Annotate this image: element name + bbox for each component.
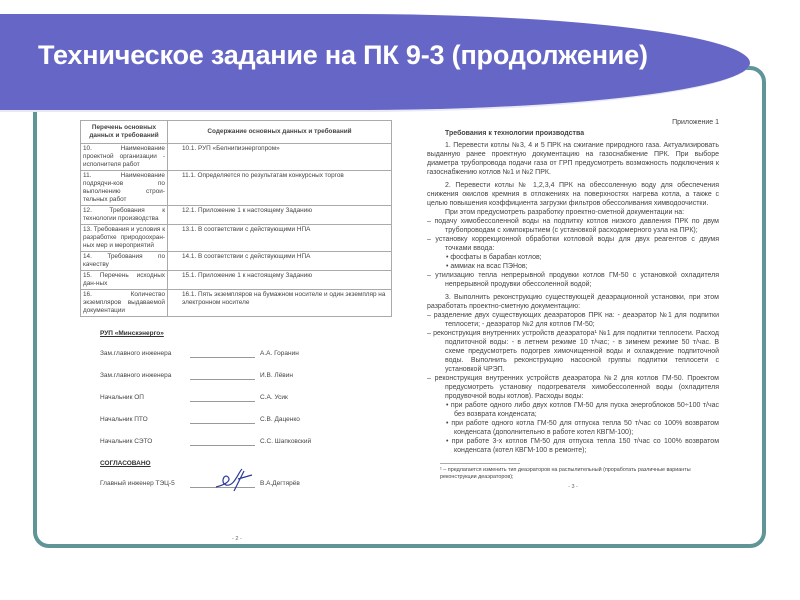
cell: 12.1. Приложение 1 к настоящему Заданию: [168, 206, 392, 225]
signature-row: [100, 371, 392, 393]
cell: 13. Требования и условия к разработке природоохран-ных мер и мероприятий: [81, 225, 168, 252]
signatory-role: Начальник СЭТО: [100, 438, 153, 445]
signature-row: [100, 415, 392, 437]
signatory-name: С.А. Усик: [260, 394, 288, 401]
left-page: [80, 120, 392, 501]
cell: 10. Наименование проектной организации - исполнителя работ: [81, 144, 168, 171]
list-item: – утилизацию тепла непрерывной продувки котлов ГМ-50 с установкой охладителя непрерывной продувки обессоленной водой;: [427, 272, 719, 288]
paragraph: 3. Выполнить реконструкцию существующей деаэрационной установки, при этом разработать проектно-сметную документацию:: [427, 294, 719, 310]
column-header: Содержание основных данных и требований: [168, 121, 392, 144]
list-item: • при работе одного котла ГМ-50 для отпуска тепла 50 т/час со 100% возвратом конденсата (дополнительно в работе котел КВГМ-100);: [446, 420, 719, 436]
table-header: [81, 121, 392, 144]
signatory-name: С.В. Даценко: [260, 416, 300, 423]
table-row: [81, 271, 392, 290]
paragraph: При этом предусмотреть разработку проектно-сметной документации на:: [445, 209, 685, 216]
page-number-left: - 2 -: [232, 536, 242, 542]
list-item: • аммиак на всас ПЭНов;: [446, 263, 528, 270]
cell: 11. Наименование подрядчи-ков по выполнению строи-тельных работ: [81, 171, 168, 206]
list-item: • при работе одного либо двух котлов ГМ-50 для пуска энергоблоков 50÷100 т/час без возврата конденсата;: [446, 402, 719, 418]
signature-line: [190, 401, 255, 402]
table-row: [81, 206, 392, 225]
table-row: [81, 144, 392, 171]
table-row: [81, 290, 392, 317]
signatory-name: С.С. Шапковский: [260, 438, 312, 445]
signature-line: [190, 379, 255, 380]
signature-row: [100, 349, 392, 371]
cell: 16. Количество экземпляров выдаваемой документации: [81, 290, 168, 317]
signatory-role: Зам.главного инженера: [100, 350, 172, 357]
signatory-role: Зам.главного инженера: [100, 372, 172, 379]
list-item: • фосфаты в барабан котлов;: [446, 254, 542, 261]
cell: 10.1. РУП «Белнипиэнергопром»: [168, 144, 392, 171]
list-item: – установку коррекционной обработки котловой воды для двух реагентов с двумя точками ввода:: [427, 236, 719, 252]
appendix-label: Приложение 1: [672, 119, 719, 126]
table-row: [81, 225, 392, 252]
signature-line: [190, 357, 255, 358]
page-number-right: - 3 -: [568, 484, 578, 490]
signature-row: [100, 437, 392, 459]
column-header: Перечень основных данных и требований: [81, 121, 168, 144]
list-item: – реконструкция внутренних устройств деаэратора №2 для котлов ГМ-50. Проектом предусмотреть установку подогревателя химобессоленной воды (охладителя продувочной воды котлов). Расходы воды:: [427, 375, 719, 400]
footnote-divider: [440, 463, 520, 464]
handwritten-signature-icon: [212, 467, 257, 493]
table-row: [81, 171, 392, 206]
signature-row: [100, 393, 392, 415]
cell: 15.1. Приложение 1 к настоящему Заданию: [168, 271, 392, 290]
cell: 15. Перечень исходных дан-ных: [81, 271, 168, 290]
appendix-page: [427, 118, 719, 492]
cell: 16.1. Пять экземпляров на бумажном носителе и один экземпляр на электронном носителе: [168, 290, 392, 317]
cell: 14.1. В соответствии с действующими НПА: [168, 252, 392, 271]
agreed-heading: СОГЛАСОВАНО: [100, 460, 151, 467]
signatory-role: Начальник ПТО: [100, 416, 148, 423]
cell: 11.1. Определяется по результатам конкурсных торгов: [168, 171, 392, 206]
signature-line: [190, 423, 255, 424]
signature-row: [100, 479, 392, 501]
cell: 12. Требования к технологии производства: [81, 206, 168, 225]
signatory-role: Начальник ОП: [100, 394, 144, 401]
list-item: • при работе 3-х котлов ГМ-50 для отпуска тепла 150 т/час со 100% возвратом конденсата (котел КВГМ-100 в ремонте);: [446, 438, 719, 454]
cell: 14. Требования по качеству: [81, 252, 168, 271]
paragraph: 1. Перевести котлы №3, 4 и 5 ПРК на сжигание природного газа. Актуализировать выданную ранее проектную документацию на газоснабжение ПРК. При выборе диаметра трубопровода подачи газа от ГРП предусмотреть возможность подключения к газоснабжению котлов №1 и №2 ПРК.: [427, 142, 719, 176]
table-row: [81, 252, 392, 271]
signatory-role: Главный инженер ТЭЦ-5: [100, 480, 175, 487]
org-heading: РУП «Минскэнерго»: [100, 330, 164, 337]
signatory-name: И.В. Лёвин: [260, 372, 293, 379]
requirements-table: [80, 120, 392, 317]
signatory-name: В.А.Дегтярёв: [260, 480, 300, 487]
slide-title: Техническое задание на ПК 9-3 (продолжение): [38, 40, 648, 70]
signature-block: [80, 329, 392, 501]
signatory-name: А.А. Горанин: [260, 350, 299, 357]
appendix-heading: Требования к технологии производства: [445, 130, 585, 137]
list-item: – реконструкция внутренних устройств деаэратора¹ №1 для подпитки теплосети. Расход подпиточной воды: - в летнем режиме 10 т/час; - в зимнем режиме 50 т/час. В схеме предусмотреть подогрев химочищенной воды и охлаждение подпиточной воды. Выполнить реконструкцию насосной группы подпитки теплосети с установкой ЧРЭП.: [427, 330, 719, 373]
cell: 13.1. В соответствии с действующими НПА: [168, 225, 392, 252]
footnote: ¹ – предлагается изменить тип деаэраторов на распылительный (проработать различные варианты реконструкции деаэраторов);: [440, 467, 691, 480]
paragraph: 2. Перевести котлы № 1,2,3,4 ПРК на обессоленную воду для обеспечения снижения окислов кремния в отложениях на поверхностях нагрева котла, а также с целью повышения коэффициента загрузки фильтров обессоливания химводоочистки.: [427, 182, 719, 207]
list-item: – разделение двух существующих деаэраторов ПРК на: - деаэратор №1 для подпитки теплосети; - деаэратор №2 для котлов ГМ-50;: [427, 312, 719, 328]
signature-line: [190, 445, 255, 446]
list-item: – подачу химобессоленной воды на подпитку котлов низкого давления ПРК по двум трубопроводам с химпокрытием (с установкой расходомерного узла на ПРК);: [427, 218, 719, 234]
